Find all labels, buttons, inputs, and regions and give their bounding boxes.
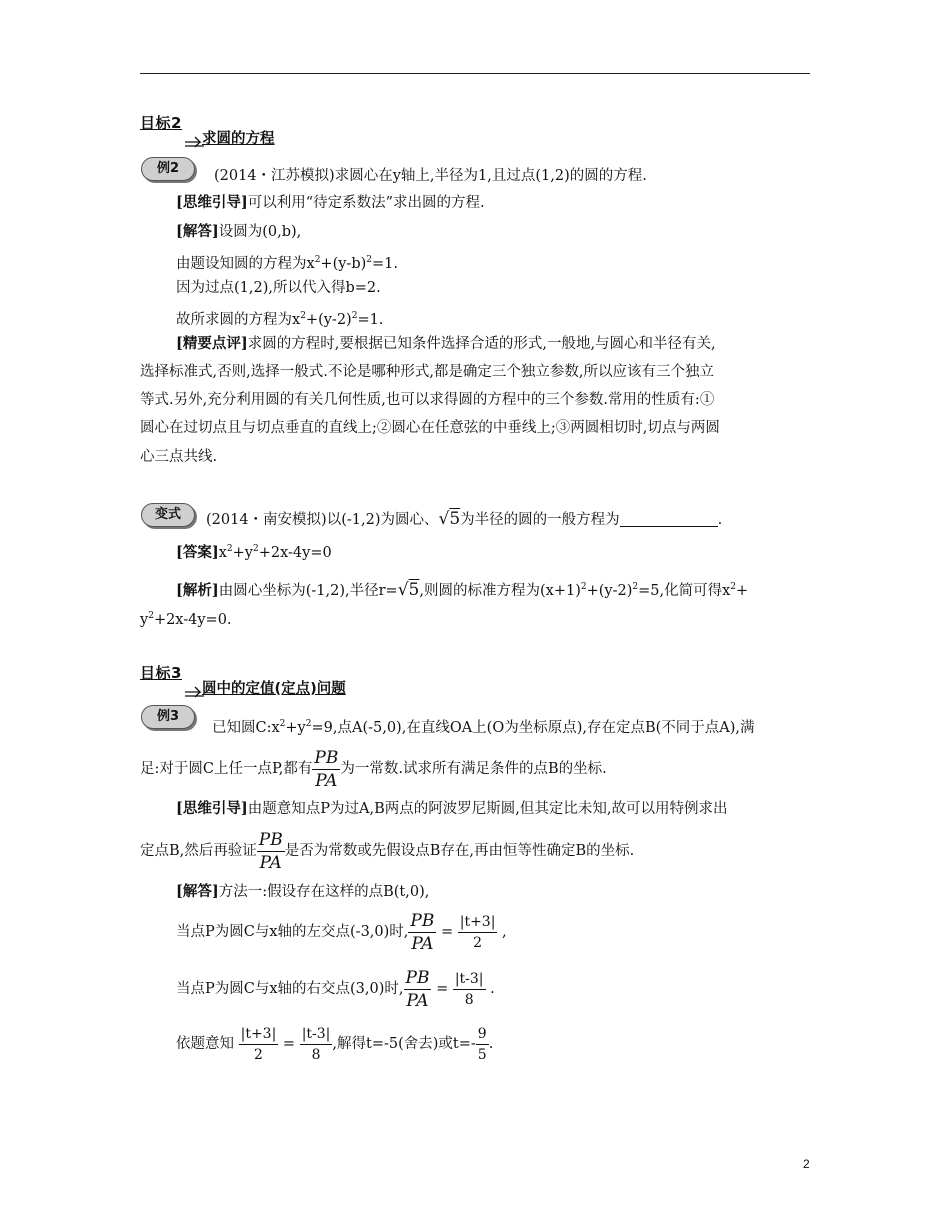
example2-hint: [思维引导]可以利用“待定系数法”求出圆的方程. <box>176 194 485 211</box>
goal3-badge: 目标3 <box>140 664 182 682</box>
sqrt-5: √5 <box>438 509 461 529</box>
example3-solution-2: 当点P为圆C与x轴的左交点(-3,0)时, $\frac{PB}{PA}$ = $\frac{|t+3|}{2}$ , <box>176 910 507 954</box>
fraction-t-plus-3-over-2: $\frac{|t+3|}{2}$ <box>459 913 496 951</box>
example3-hint-1: [思维引导]由题意知点P为过A,B两点的阿波罗尼斯圆,但其定比未知,故可以用特例求出 <box>176 800 728 817</box>
variant-analysis-2: $y^2+2x-4y=0$. <box>140 611 232 628</box>
example2-problem: (2014・江苏模拟)求圆心在y轴上,半径为1,且过点(1,2)的圆的方程. <box>214 168 647 184</box>
example2-solution-4: 故所求圆的方程为$x^2+(y-2)^2=1$. <box>176 311 384 328</box>
fraction-pb-pa: $\frac{PB}{PA}$ <box>410 910 435 954</box>
goal2-badge: 目标2 <box>140 114 182 132</box>
example3-badge: 例3 <box>141 705 195 729</box>
fraction-pb-pa: $\frac{PB}{PA}$ <box>258 829 283 873</box>
goal2-title: 求圆的方程 <box>202 131 275 147</box>
example2-comment-2: 选择标准式,否则,选择一般式.不论是哪种形式,都是确定三个独立参数,所以应该有三个独立 <box>140 364 715 380</box>
example2-comment-3: 等式.另外,充分利用圆的有关几何性质,也可以求得圆的方程中的三个参数.常用的性质有:① <box>140 392 715 408</box>
example2-solution-2: 由题设知圆的方程为$x^2+(y-b)^2=1$. <box>176 255 398 272</box>
variant-badge: 变式 <box>141 503 195 527</box>
fraction-9-over-5: $\frac{9}{5}$ <box>477 1025 487 1063</box>
example3-solution-1: [解答]方法一:假设存在这样的点B(t,0), <box>176 883 430 900</box>
fraction-t-plus-3-over-2: $\frac{|t+3|}{2}$ <box>240 1025 277 1063</box>
example2-solution-1: [解答]设圆为(0,b), <box>176 223 302 240</box>
example3-problem-2: 足:对于圆C上任一点P,都有 $\frac{PB}{PA}$ 为一常数.试求所有满足条件的点B的坐标. <box>140 747 607 791</box>
variant-answer: [答案]$x^2+y^2+2x-4y=0$ <box>176 544 332 561</box>
example2-comment-5: 心三点共线. <box>140 449 218 465</box>
example2-comment-1: [精要点评]求圆的方程时,要根据已知条件选择合适的形式,一般地,与圆心和半径有关, <box>176 335 716 352</box>
fraction-pb-pa: $\frac{PB}{PA}$ <box>314 747 339 791</box>
variant-problem: (2014・南安模拟)以(-1,2)为圆心、√5为半径的圆的一般方程为 . <box>206 509 723 529</box>
example3-problem-1: 已知圆$C:x^2+y^2=9$,点A(-5,0),在直线OA上(O为坐标原点),存在定点B(不同于点A),满 <box>212 719 755 736</box>
sqrt-5-analysis: √5 <box>397 580 420 600</box>
page-number: 2 <box>803 1157 810 1171</box>
example3-hint-2: 定点B,然后再验证 $\frac{PB}{PA}$ 是否为常数或先假设点B存在,再由恒等性确定B的坐标. <box>140 829 635 873</box>
fraction-t-minus-3-over-8: $\frac{|t-3|}{8}$ <box>454 970 484 1008</box>
variant-analysis-1: [解析]由圆心坐标为(-1,2),半径r=√5,则圆的标准方程为$(x+1)^2+(y-2)^2=5$,化简可得$x^2+$ <box>176 580 749 600</box>
example2-badge: 例2 <box>141 157 195 181</box>
example3-solution-3: 当点P为圆C与x轴的右交点(3,0)时, $\frac{PB}{PA}$ = $\frac{|t-3|}{8}$ . <box>176 967 495 1011</box>
goal3-title: 圆中的定值(定点)问题 <box>202 681 346 697</box>
header-rule <box>140 73 810 74</box>
fraction-pb-pa: $\frac{PB}{PA}$ <box>405 967 430 1011</box>
answer-blank <box>620 510 718 527</box>
example3-solution-4: 依题意知 $\frac{|t+3|}{2}$ = $\frac{|t-3|}{8}$ ,解得t=-5(舍去)或t=- $\frac{9}{5}$ . <box>176 1025 494 1063</box>
fraction-t-minus-3-over-8: $\frac{|t-3|}{8}$ <box>301 1025 331 1063</box>
example2-comment-4: 圆心在过切点且与切点垂直的直线上;②圆心在任意弦的中垂线上;③两圆相切时,切点与两圆 <box>140 420 720 436</box>
example2-solution-3: 因为过点(1,2),所以代入得b=2. <box>176 280 381 296</box>
